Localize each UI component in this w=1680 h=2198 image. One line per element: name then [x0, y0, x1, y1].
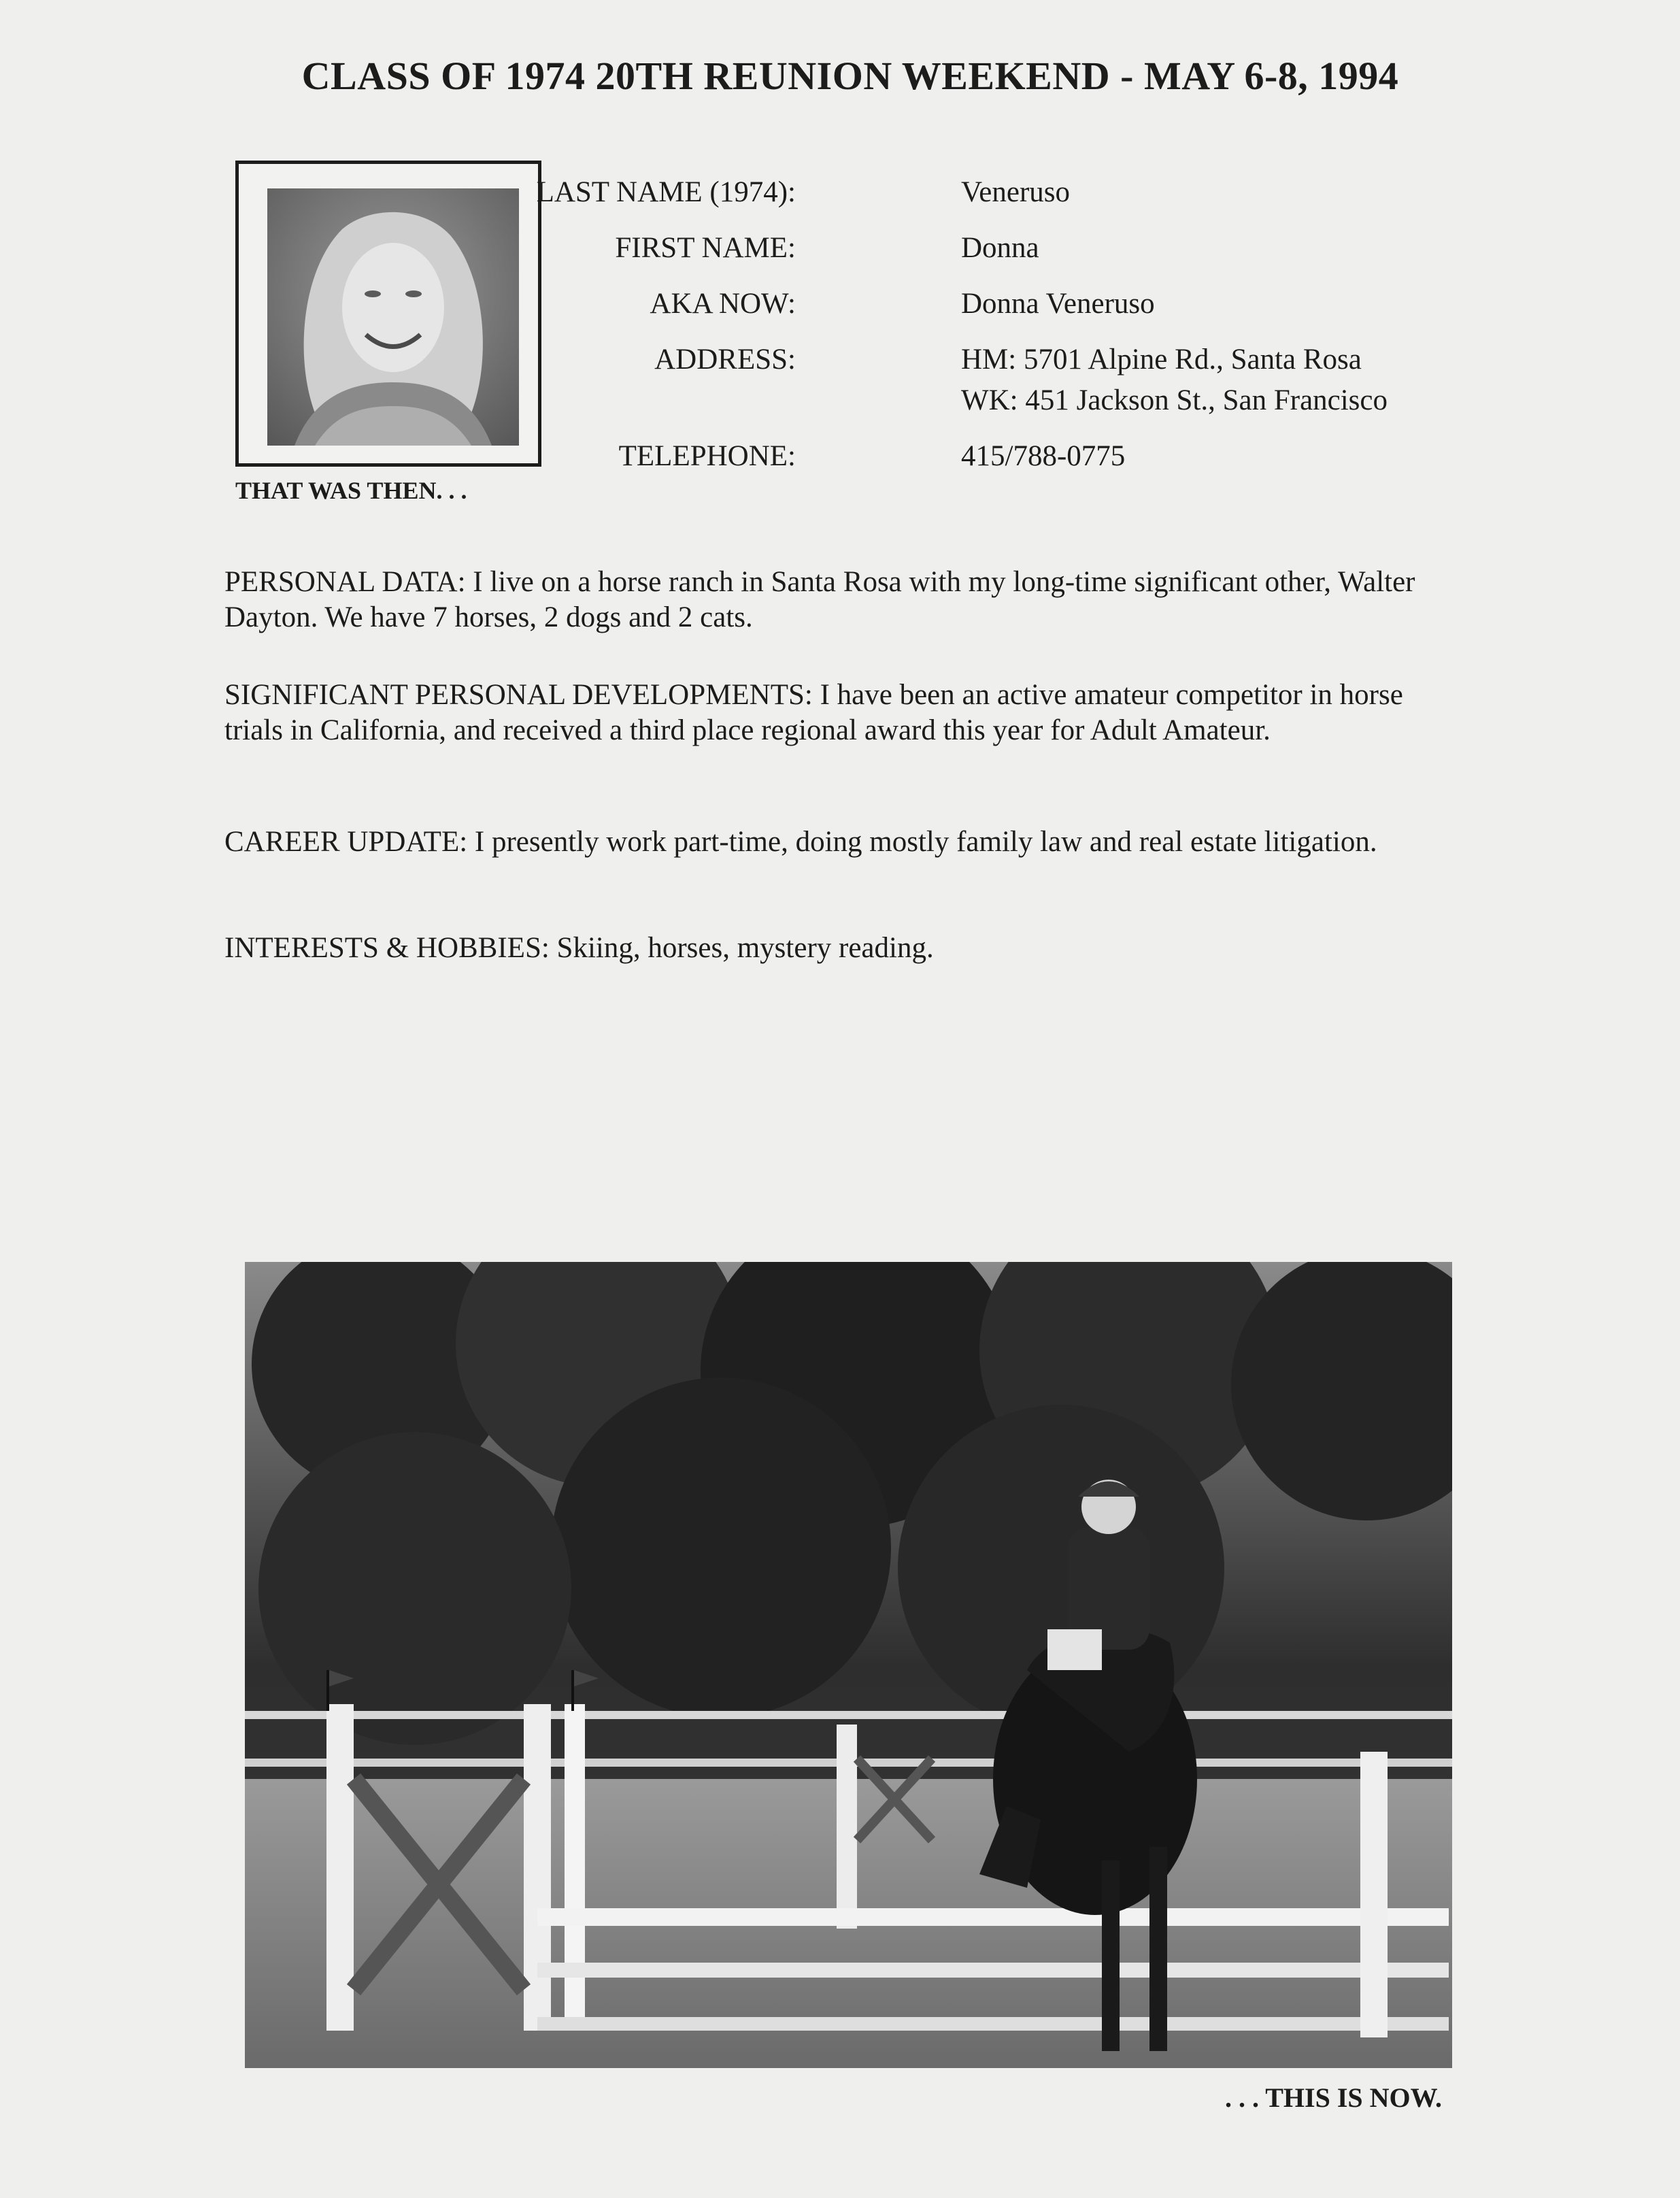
now-caption: . . . THIS IS NOW.	[1224, 2082, 1442, 2113]
address-work: WK: 451 Jackson St., San Francisco	[961, 384, 1388, 416]
horse-jump-image	[245, 1262, 1452, 2068]
now-horse-jumping-photo	[245, 1262, 1452, 2068]
developments-paragraph: SIGNIFICANT PERSONAL DEVELOPMENTS: I have been an active amateur competitor in horse trials in California, and received a third place regional award this year for Adult Amateur.	[224, 679, 1403, 746]
telephone-value: 415/788-0775	[961, 440, 1126, 472]
aka-label: AKA NOW:	[650, 288, 796, 320]
career-paragraph: CAREER UPDATE: I presently work part-time, doing mostly family law and real estate litigation.	[224, 826, 1377, 858]
aka-value: Donna Veneruso	[961, 288, 1155, 320]
then-caption: THAT WAS THEN. . .	[235, 477, 467, 504]
interests-paragraph: INTERESTS & HOBBIES: Skiing, horses, mystery reading.	[224, 932, 934, 964]
first-name-label: FIRST NAME:	[615, 232, 796, 264]
last-name-value: Veneruso	[961, 176, 1071, 208]
telephone-label: TELEPHONE:	[618, 440, 796, 472]
page-title: CLASS OF 1974 20TH REUNION WEEKEND - MAY 6-8, 1994	[301, 54, 1399, 98]
last-name-label: LAST NAME (1974):	[536, 176, 796, 208]
address-home: HM: 5701 Alpine Rd., Santa Rosa	[961, 344, 1362, 376]
first-name-value: Donna	[961, 232, 1039, 264]
then-portrait-photo	[267, 188, 519, 446]
personal-data-paragraph: PERSONAL DATA: I live on a horse ranch in Santa Rosa with my long-time significant other, Walter Dayton. We have 7 horses, 2 dogs and 2 cats.	[224, 566, 1415, 633]
then-photo-frame	[235, 161, 541, 467]
address-label: ADDRESS:	[654, 344, 796, 376]
portrait-image	[267, 188, 519, 446]
